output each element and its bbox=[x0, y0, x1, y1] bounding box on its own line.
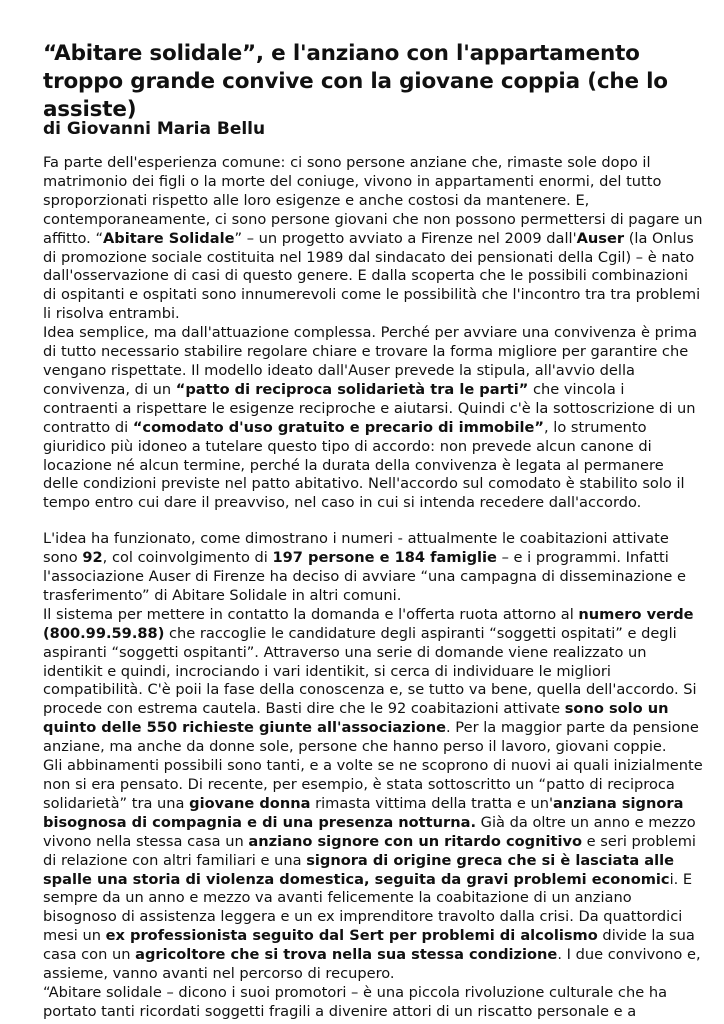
text-run: che raccoglie le candidature degli aspiranti “soggetti ospitati” e degli aspiranti “soggetti ospitanti”. Attraverso una serie di domande viene realizzato un identikit e quindi, incrociando i vari identikit, si cerca di individuare le migliori compatibilità. C'è poii la fase della conoscenza e, se tutto va bene, quella dell'accordo. Si procede con estrema cautela. Basti dire che le 92 coabitazioni attivate bbox=[43, 624, 697, 718]
bold-text: giovane donna bbox=[189, 794, 311, 812]
text-run: divide la sua casa con un bbox=[43, 927, 695, 964]
bold-text: numero verde (800.99.59.88) bbox=[43, 605, 694, 642]
text-run: Il sistema per mettere in contatto la domanda e l'offerta ruota attorno al bbox=[43, 605, 579, 623]
bold-text: “patto di reciproca solidarietà tra le parti” bbox=[175, 380, 529, 398]
text-run: . I due convivono e, assieme, vanno avanti nel percorso di recupero. bbox=[43, 946, 701, 983]
bold-text: 197 persone e 184 famiglie bbox=[272, 549, 497, 567]
bold-text: “comodato d'uso gratuito e precario di immobile” bbox=[132, 418, 544, 436]
text-run: Gli abbinamenti possibili sono tanti, e a volte se ne scoprono di nuovi ai quali inizialmente non si era pensato. Di recente, per esempio, è stata sottoscritto un “patto di reciproca solidarietà” tra una bbox=[43, 757, 703, 812]
text-run: , col coinvolgimento di bbox=[102, 549, 273, 567]
text-run: ” – un progetto avviato a Firenze nel 2009 dall' bbox=[234, 229, 577, 247]
bold-text: Auser bbox=[576, 229, 625, 247]
bold-text: signora di origine greca che si è lasciata alle spalle una storia di violenza domestica, seguita da gravi problemi economic bbox=[43, 851, 675, 888]
article-paragraph bbox=[43, 606, 703, 757]
text-run: i. E sempre da un anno e mezzo va avanti felicemente la coabitazione di un anziano bisognoso di assistenza leggera e un ex imprenditore travolto dalla crisi. Da quattordici mesi un bbox=[43, 870, 693, 945]
article-paragraph bbox=[43, 154, 703, 324]
article-title: “Abitare solidale”, e l'anziano con l'appartamento troppo grande convive con la giovane coppia (che lo assiste) bbox=[43, 41, 668, 122]
article-paragraph bbox=[43, 984, 703, 1022]
bold-text: anziana signora bisognosa di compagnia e di una presenza notturna. bbox=[43, 794, 684, 831]
bold-text: agricoltore che si trova nella sua stessa condizione bbox=[135, 946, 558, 964]
text-run: L'idea ha funzionato, come dimostrano i numeri - attualmente le coabitazioni attivate sono bbox=[43, 530, 669, 567]
bold-text: sono solo un quinto delle 550 richieste giunte all'associazione bbox=[43, 700, 669, 737]
article-paragraph bbox=[43, 324, 703, 513]
bold-text: ex professionista seguito dal Sert per problemi di alcolismo bbox=[105, 927, 598, 945]
text-run: Idea semplice, ma dall'attuazione complessa. Perché per avviare una convivenza è prima di tutto necessario stabilire regolare chiare e trovare la forma migliore per garantire che vengano rispettate. Il modello ideato dall'Auser prevede la stipula, all'avvio della convivenza, di un bbox=[43, 324, 698, 398]
text-run: Fa parte dell'esperienza comune: ci sono persone anziane che, rimaste sole dopo il matrimonio dei figli o la morte del coniuge, vivono in appartamenti enormi, del tutto sproporzionati rispetto alle loro esigenze e anche costosi da mantenere. E, contemporaneamente, ci sono persone giovani che non possono permettersi di pagare un affitto. “ bbox=[43, 154, 703, 247]
text-run: . Per la maggior parte da pensione anziane, ma anche da donne sole, persone che hanno perso il lavoro, giovani coppie. bbox=[43, 719, 699, 756]
text-run: “Abitare solidale – dicono i suoi promotori – è una piccola rivoluzione culturale che ha portato tanti ricordati soggetti fragili a divenire attori di un riscatto personale e a bbox=[43, 983, 668, 1020]
article-byline: di Giovanni Maria Bellu bbox=[43, 119, 266, 139]
text-run: che vincola i contraenti a rispettare le esigenze reciproche e aiutarsi. Quindi c'è la sottoscrizione di un contratto di bbox=[43, 380, 696, 436]
text-run: rimasta vittima della tratta e un' bbox=[310, 794, 553, 812]
text-run: (la Onlus di promozione sociale costituita nel 1989 dal sindacato dei pensionati della Cgil) – è nato dall'osservazione di casi di questo genere. E dalla scoperta che le possibili combinazioni di ospitanti e ospitati sono innumerevoli come le possibilità che l'incontro tra tra problemi li risolva entrambi. bbox=[43, 229, 701, 323]
text-run: e seri problemi di relazione con altri familiari e una bbox=[43, 832, 696, 869]
article-body bbox=[43, 154, 703, 1022]
article-paragraph bbox=[43, 757, 703, 984]
article-paragraph bbox=[43, 530, 703, 606]
bold-text: anziano signore con un ritardo cognitivo bbox=[248, 832, 582, 850]
text-run: Già da oltre un anno e mezzo vivono nella stessa casa un bbox=[43, 813, 696, 850]
bold-text: 92 bbox=[82, 549, 103, 567]
text-run: – e i programmi. Infatti l'associazione Auser di Firenze ha deciso di avviare “una campagna di disseminazione e trasferimento” di Abitare Solidale in altri comuni. bbox=[43, 549, 686, 604]
bold-text: Abitare Solidale bbox=[103, 229, 235, 247]
text-run: , lo strumento giuridico più idoneo a tutelare questo tipo di accordo: non prevede alcun canone di locazione né alcun termine, perché la durata della convivenza è legata al permanere delle condizioni previste nel patto abitativo. Nell'accordo sul comodato è stabilito solo il tempo entro cui dare il preavviso, nel caso in cui si intenda recedere dall'accordo. bbox=[43, 418, 685, 512]
